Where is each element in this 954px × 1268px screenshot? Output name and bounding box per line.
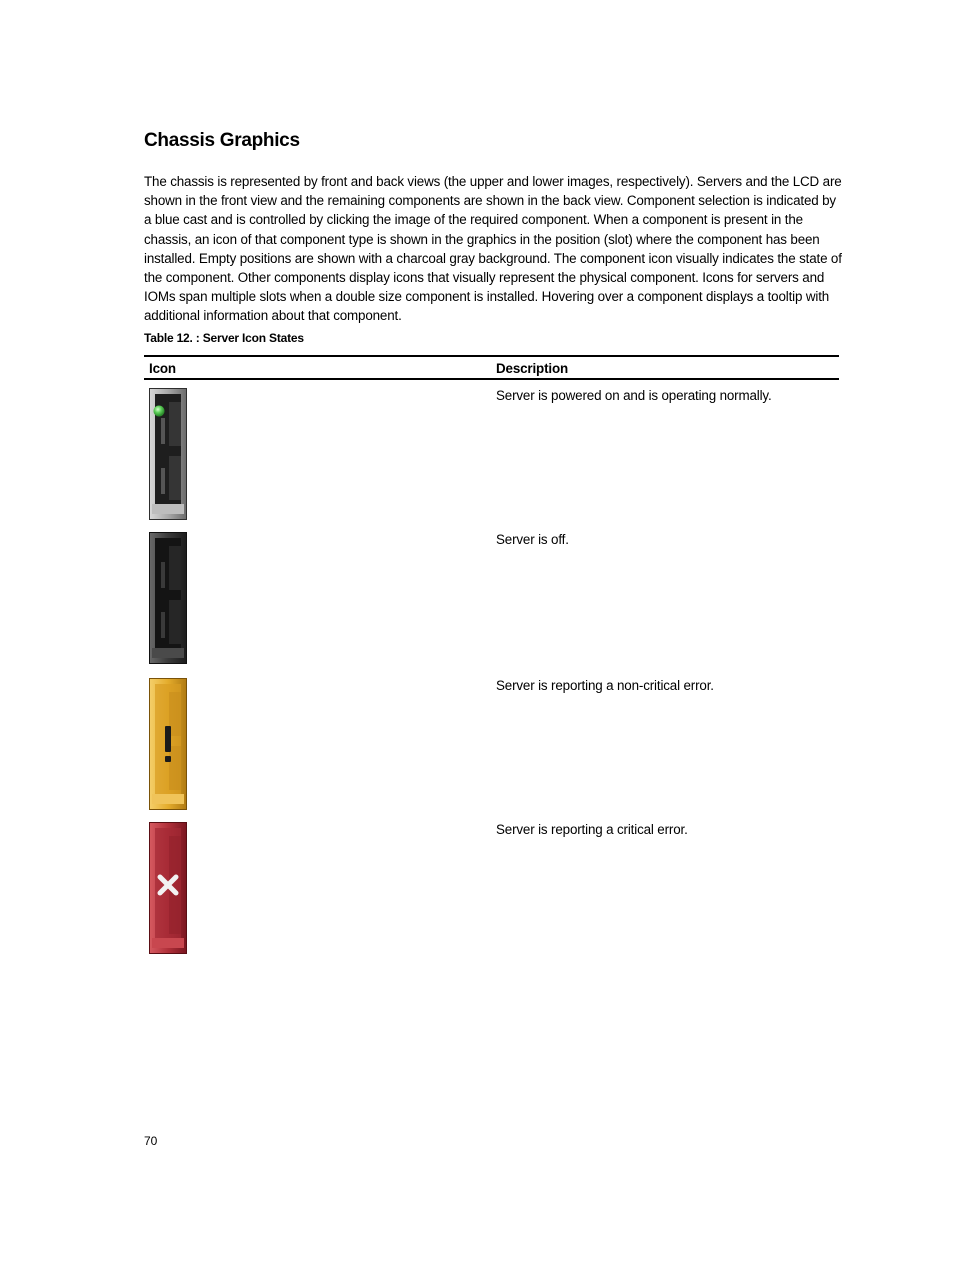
row-description: Server is powered on and is operating normally. <box>496 388 772 403</box>
page-title: Chassis Graphics <box>144 130 300 151</box>
table-caption: Table 12. : Server Icon States <box>144 331 304 345</box>
header-icon: Icon <box>149 361 176 376</box>
row-description: Server is off. <box>496 532 569 547</box>
intro-paragraph: The chassis is represented by front and back views (the upper and lower images, respectively). Servers and the LCD are shown in the front view and the remaining components are shown in the back view. Component selection is indicated by a blue cast and is controlled by clicking the image of the required component. When a component is present in the chassis, an icon of that component type is shown in the graphics in the position (slot) where the component has been installed. Empty positions are shown with a charcoal gray background. The component icon visually indicates the state of the component. Other components display icons that visually represent the physical component. Icons for servers and IOMs span multiple slots when a double size component is installed. Hovering over a component displays a tooltip with additional information about that component. <box>144 174 842 324</box>
server-critical-icon <box>149 822 187 954</box>
server-icon-states-table <box>144 355 839 837</box>
table-row <box>144 818 839 958</box>
row-description: Server is reporting a non-critical error. <box>496 678 714 693</box>
table-row <box>144 384 839 524</box>
table-row <box>144 528 839 668</box>
server-on-icon <box>149 388 187 520</box>
table-header <box>144 355 839 380</box>
page-number: 70 <box>144 1134 158 1148</box>
header-description: Description <box>496 361 569 376</box>
table-row <box>144 674 839 814</box>
server-off-icon <box>149 532 187 664</box>
server-warning-icon <box>149 678 187 810</box>
row-description: Server is reporting a critical error. <box>496 822 688 837</box>
